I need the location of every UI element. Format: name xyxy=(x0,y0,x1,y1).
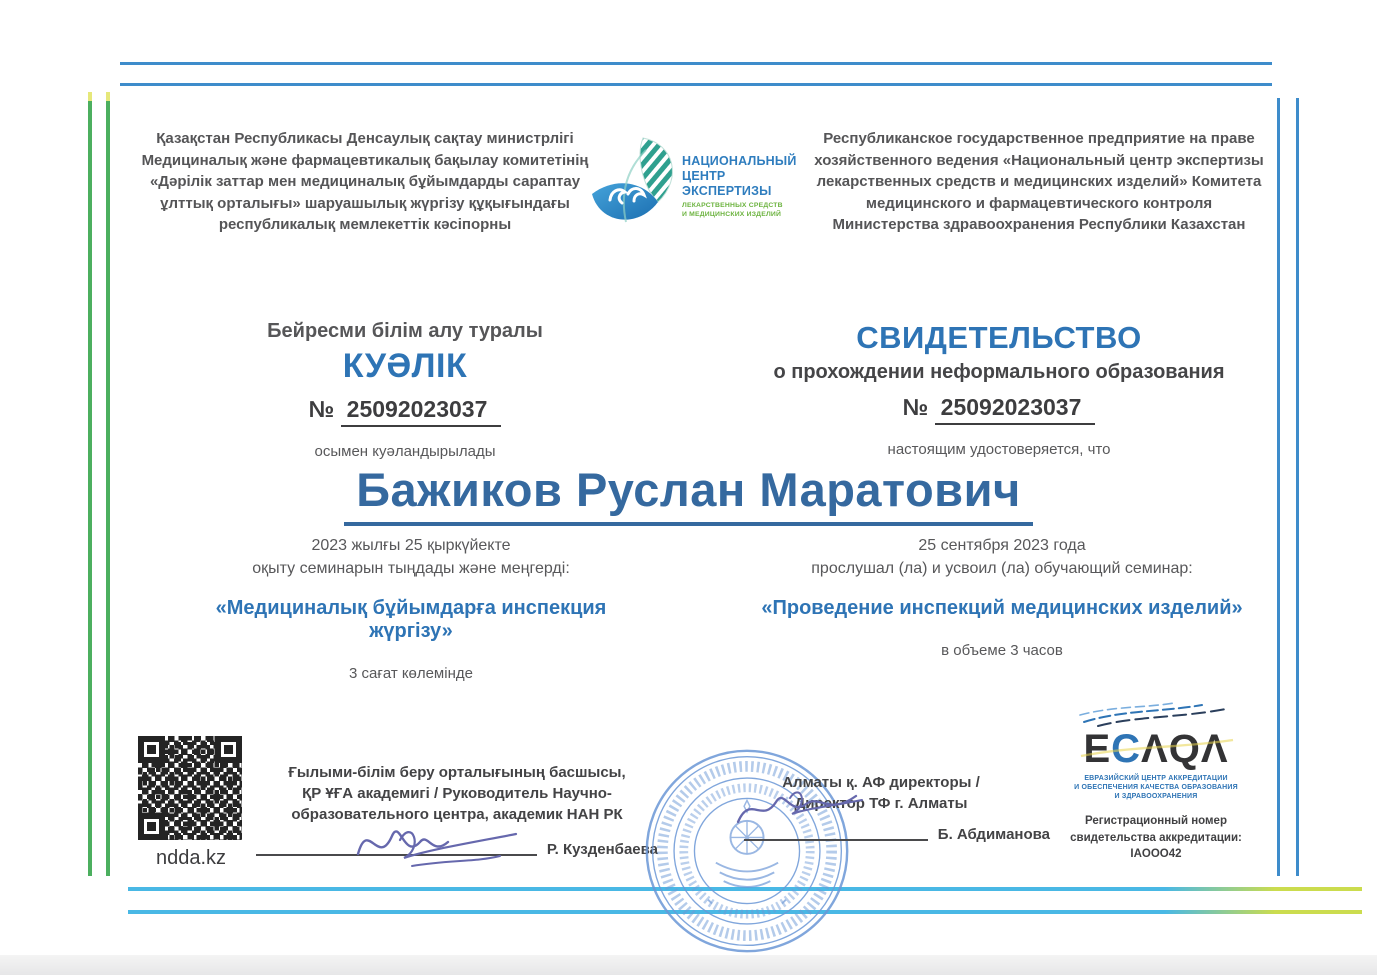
kk-number-line xyxy=(172,396,638,427)
border-top-line-2 xyxy=(120,83,1272,86)
qr-caption: ndda.kz xyxy=(155,847,227,869)
ru-title: СВИДЕТЕЛЬСТВО xyxy=(856,320,1142,355)
issuer-kk-line: Қазақстан Республикасы Денсаулық сақтау министрлігі xyxy=(156,130,574,147)
ncels-logo xyxy=(586,130,798,242)
left-role-line: образовательного центра, академик НАН РК xyxy=(291,806,623,823)
issuer-text-kazakh xyxy=(126,128,604,236)
ru-seminar-title: «Проведение инспекций медицинских изделий» xyxy=(761,597,1243,619)
kk-number-label: № xyxy=(308,396,335,422)
ncels-leaves-icon xyxy=(586,130,686,236)
signature-block-left xyxy=(256,762,658,860)
ru-date-line2: прослушал (ла) и усвоил (ла) обучающий семинар: xyxy=(811,560,1193,577)
issuer-kk-line: ұлттық орталығы» шаруашылық жүргізу құқығындағы xyxy=(160,194,570,212)
kk-date-line2: оқыту семинарын тыңдады және меңгерді: xyxy=(252,560,570,577)
left-signer-name: Р. Кузденбаева xyxy=(546,841,658,858)
signature-rule xyxy=(744,839,928,841)
right-signer-name: Б. Абдиманова xyxy=(937,826,1050,843)
ncels-sub-line1: ЛЕКАРСТВЕННЫХ СРЕДСТВ xyxy=(682,202,783,209)
ncels-name-line2: ЦЕНТР ЭКСПЕРТИЗЫ xyxy=(682,169,772,198)
issuer-ru-line: медицинского и фармацевтического контроля xyxy=(865,194,1213,212)
issuer-ru-line: Министерства здравоохранения Республики Казахстан xyxy=(832,216,1246,233)
seminar-block-russian xyxy=(748,534,1256,662)
kk-date-line1: 2023 жылғы 25 қыркүйекте xyxy=(311,537,511,554)
signature-rule xyxy=(256,854,537,856)
ncels-name-line1: НАЦИОНАЛЬНЫЙ xyxy=(682,154,797,168)
certificate-title-russian xyxy=(748,320,1250,458)
issuer-ru-line: лекарственных средств и медицинских изделий» Комитета xyxy=(816,173,1262,190)
ru-attest: настоящим удостоверяется, что xyxy=(887,441,1111,458)
issuer-text-russian xyxy=(800,128,1278,236)
scan-edge-shadow xyxy=(0,955,1377,975)
ru-duration: в объеме 3 часов xyxy=(941,642,1063,659)
left-role-line: ҚР ҰҒА академигі / Руководитель Научно- xyxy=(302,785,612,802)
accreditation-reg-line: Регистрационный номер xyxy=(1085,815,1227,827)
recipient-name: Бажиков Руслан Маратович xyxy=(0,462,1377,526)
issuer-ru-line: хозяйственного ведения «Национальный центр экспертизы xyxy=(814,151,1264,169)
kk-title: КУӘЛІК xyxy=(342,347,468,385)
ru-number-line xyxy=(748,394,1250,425)
certificate-title-kazakh xyxy=(172,320,638,460)
kk-pretitle: Бейресми білім алу туралы xyxy=(267,320,543,342)
issuer-ru-line: Республиканское государственное предприятие на праве xyxy=(823,130,1255,147)
ecaqa-org-line: И ОБЕСПЕЧЕНИЯ КАЧЕСТВА ОБРАЗОВАНИЯ xyxy=(1074,784,1238,791)
ru-number-label: № xyxy=(902,394,929,420)
kk-duration: 3 сағат көлемінде xyxy=(349,665,473,682)
left-role-line: Ғылыми-білім беру орталығының басшысы, xyxy=(288,764,626,781)
kk-number: 25092023037 xyxy=(341,396,502,427)
issuer-kk-line: Медициналық және фармацевтикалық бақылау комитетінің xyxy=(141,151,589,169)
ru-date-line1: 25 сентября 2023 года xyxy=(918,537,1086,554)
issuer-kk-line: республикалық мемлекеттік кәсіпорны xyxy=(218,216,512,233)
ecaqa-waves-icon xyxy=(1078,700,1234,728)
right-role-line: Директор ТФ г. Алматы xyxy=(794,795,968,812)
signature-block-right xyxy=(712,772,1050,845)
qr-finder-icon xyxy=(138,813,165,840)
accreditation-reg-number: IAOOO42 xyxy=(1130,848,1182,860)
qr-finder-icon xyxy=(138,736,165,763)
qr-finder-icon xyxy=(215,736,242,763)
qr-code xyxy=(138,736,242,840)
ncels-sub-line2: И МЕДИЦИНСКИХ ИЗДЕЛИЙ xyxy=(682,210,782,218)
ecaqa-wordmark: ECΛQΛ xyxy=(1066,728,1246,770)
ru-number: 25092023037 xyxy=(935,394,1096,425)
kk-seminar-title: «Медициналық бұйымдарға инспекция жүргізу» xyxy=(215,597,607,642)
kk-attest: осымен куәландырылады xyxy=(314,443,496,460)
right-role-line: Алматы қ. АФ директоры / xyxy=(782,774,980,791)
accreditation-reg-line: свидетельства аккредитации: xyxy=(1070,831,1242,844)
seminar-block-kazakh xyxy=(172,534,650,685)
ru-subtitle: о прохождении неформального образования xyxy=(773,361,1225,383)
qr-block xyxy=(138,736,244,870)
ecaqa-org-line: И ЗДРАВООХРАНЕНИЯ xyxy=(1114,793,1198,800)
issuer-kk-line: «Дәрілік заттар мен медициналық бұйымдарды сараптау xyxy=(149,173,581,190)
border-top-line-1 xyxy=(120,62,1272,65)
ecaqa-org-line: ЕВРАЗИЙСКИЙ ЦЕНТР АККРЕДИТАЦИИ xyxy=(1084,775,1228,782)
ecaqa-block xyxy=(1066,700,1246,863)
